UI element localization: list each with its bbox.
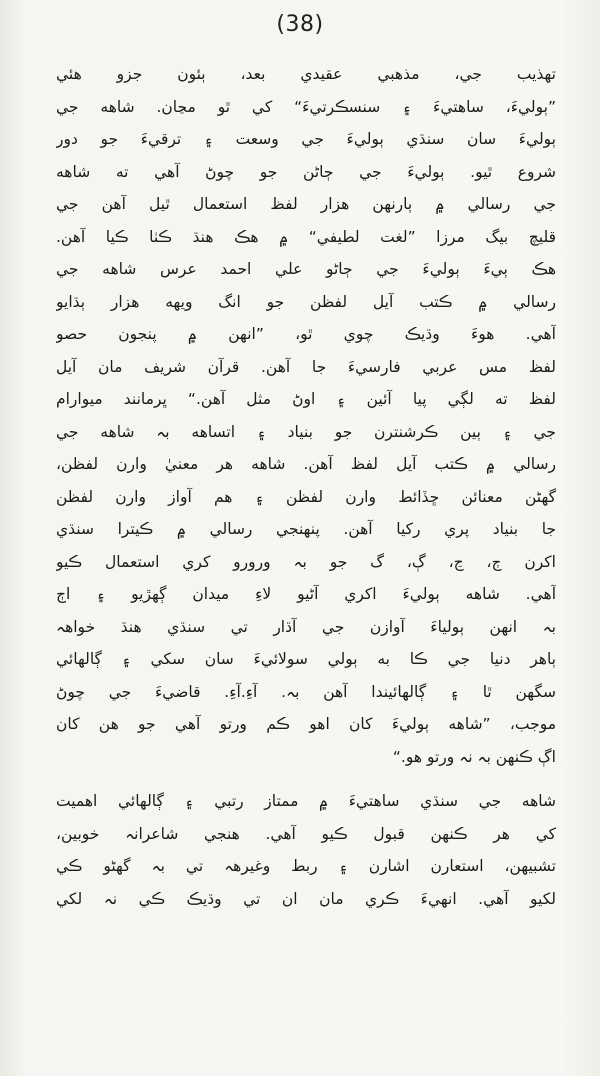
paragraph-1 (56, 58, 556, 773)
text-line: آهي. شاهه ٻوليءَ اکري آڻيو لاءِ ميدان ڳهڙيو ۽ اڄ (56, 585, 556, 603)
text-line: آهي. هوءَ وڌيڪ چوي ٿو، ”انهن ۾ پنجون حصو (56, 325, 556, 343)
text-line: ”ٻوليءَ، ساهتيءَ ۽ سنسڪرتيءَ“ کي ٿو مڃان. شاهه جي (56, 97, 556, 116)
text-line: ٻاهر دنيا جي ڪا به ٻولي سولائيءَ سان سکي ۽ ڳالهائي (56, 650, 556, 668)
text-line: سگهن ٿا ۽ ڳالهائيندا آهن بہ. آءِ.آءِ. قاضيءَ جي چوڻ (56, 682, 556, 701)
text-line: تشبيهن، استعارن اشارن ۽ ربط وغيرهہ تي بہ گهڻو ڪي (56, 857, 556, 875)
text-line: قليچ بيگ مرزا ”لغت لطيفي“ ۾ هڪ هنڌ ڪٺا ڪيا آهن. (56, 227, 556, 246)
paragraph-2 (56, 785, 556, 915)
text-line: تهذيب جي، مذهبي عقيدي بعد، ٻئون جزو هئي (56, 65, 556, 83)
text-line: لکيو آهي. انهيءَ ڪري مان ان تي وڌيڪ ڪي نہ لکي (56, 889, 556, 908)
text-line: لفظ مس عربي فارسيءَ جا آهن. قرآن شريف مان آيل (56, 357, 556, 376)
text-line: جي رسالي ۾ ٻارنهن هزار لفظ استعمال ٿيل آهن جي (56, 195, 556, 213)
text-line: شاهه جي سنڌي ساهتيءَ ۾ ممتاز رتبي ۽ ڳالهائي اهميت (56, 792, 556, 810)
text-line: شروع ٿيو. ٻوليءَ جي ڄاڻن جو چوڻ آهي ته شاهه (56, 162, 556, 181)
page-number: (38) (276, 12, 324, 37)
text-line: جا بنياد پري رکيا آهن. پنهنجي رسالي ۾ ڪيترا سنڌي (56, 520, 556, 538)
text-line: هڪ ٻيءَ ٻوليءَ جي ڄاڻو علي احمد عرس شاهه جي (56, 260, 556, 278)
text-line: بہ انهن ٻولياءَ آوازن جي آڌار تي سنڌي هنڌ خواهہ (56, 617, 556, 636)
text-line: اکرن ڄ، ڃ، ڳ، گ جو بہ ورورو کري استعمال ڪيو (56, 552, 556, 571)
text-line: رسالي ۾ ڪتب آيل لفظن جو انگ ويهه هزار ٻڌايو (56, 292, 556, 311)
text-line: لفظ ته لڳي پيا آئين ۽ اوڻ مثل آهن.“ ڀرمانند ميوارام (56, 390, 556, 408)
text-line: جي ۽ ٻين ڪرشنترن جو بنياد ۽ اتساهه بہ شاهه جي (56, 422, 556, 441)
text-line: ٻوليءَ سان سنڌي ٻوليءَ جي وسعت ۽ ترقيءَ جو دور (56, 130, 556, 148)
text-line: موجب، ”شاهه ٻوليءَ کان اهو ڪم ورتو آهي جو هن کان (56, 715, 556, 733)
text-line: گهڻن معنائن ڇڏائط وارن لفظن ۽ هم آواز وارن لفظن (56, 487, 556, 506)
body-text (56, 58, 556, 915)
text-line: رسالي ۾ ڪتب آيل لفظ آهن. شاهه هر معنيٰ وارن لفظن، (56, 455, 556, 473)
paragraph-gap (56, 773, 556, 785)
text-line: کي هر ڪنهن قبول ڪيو آهي. هنجي شاعرانہ خوبين، (56, 824, 556, 843)
text-line-last: اڳ ڪنهن بہ نہ ورتو هو.“ (392, 747, 556, 766)
